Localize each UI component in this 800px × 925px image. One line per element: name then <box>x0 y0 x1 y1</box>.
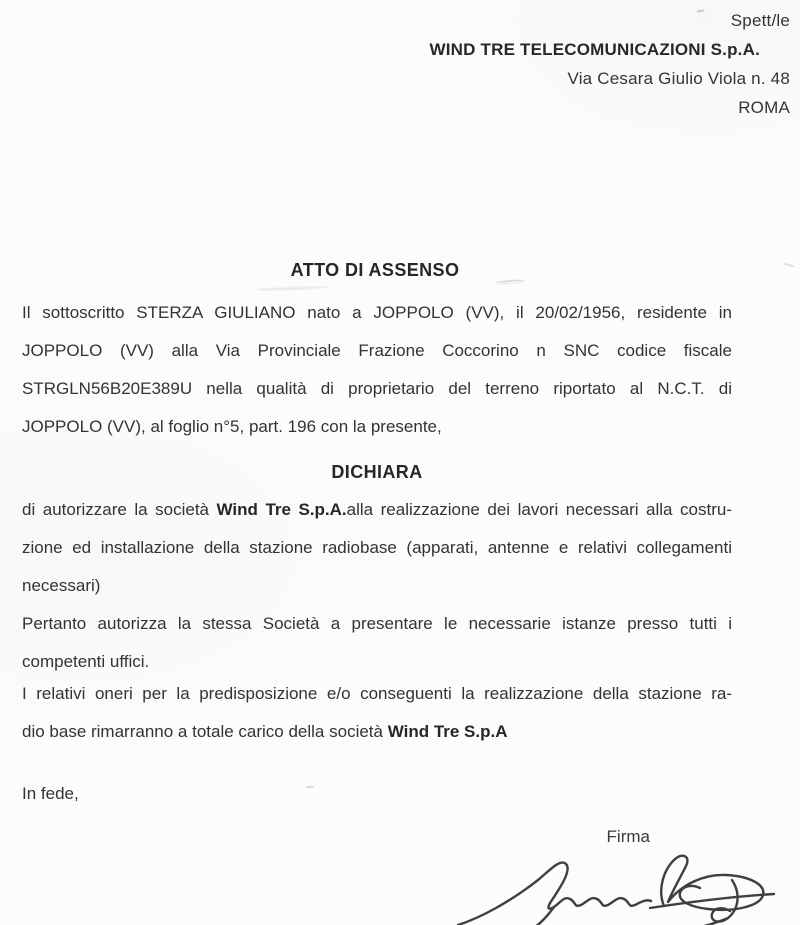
scan-artifact <box>256 286 328 292</box>
paragraph-line: JOPPOLO (VV), al foglio n°5, part. 196 con la presente, <box>22 417 442 436</box>
letter-body <box>22 294 732 813</box>
scan-artifact <box>784 263 794 267</box>
document-title: ATTO DI ASSENSO <box>290 260 460 280</box>
paragraph-line: I relativi oneri per la predisposizione e/o conseguenti la realizzazione della stazione ra- <box>22 684 732 703</box>
signature-ink-icon <box>450 850 780 925</box>
paragraph-line: STRGLN56B20E389U nella qualità di proprietario del terreno riportato al N.C.T. di <box>22 379 732 398</box>
recipient-company: WIND TRE TELECOMUNICAZIONI S.p.A. <box>429 40 760 59</box>
line-text: alla realizzazione dei lavori necessari alla costru- <box>346 500 732 519</box>
paragraph-line <box>22 491 732 529</box>
closing-salutation: In fede, <box>22 784 79 803</box>
line-text: di autorizzare la società <box>22 500 217 519</box>
recipient-address: Via Cesara Giulio Viola n. 48 <box>567 69 790 88</box>
line-text: dio base rimarranno a totale carico della società <box>22 722 388 741</box>
paragraph-line: necessari) <box>22 576 101 595</box>
company-name-bold: Wind Tre S.p.A. <box>216 500 347 519</box>
paragraph-line: Il sottoscritto STERZA GIULIANO nato a JOPPOLO (VV), il 20/02/1956, residente in <box>22 303 732 322</box>
recipient-city: ROMA <box>738 98 790 117</box>
declaration-heading: DICHIARA <box>331 462 423 482</box>
company-name-bold: Wind Tre S.p.A <box>387 722 508 741</box>
authorization-paragraph <box>22 491 732 605</box>
recipient-block <box>0 0 800 122</box>
signature-label: Firma <box>606 827 650 846</box>
recipient-salutation: Spett/le <box>730 11 790 30</box>
signature <box>450 850 780 925</box>
declarant-paragraph <box>22 294 732 446</box>
paragraph-line: zione ed installazione della stazione radiobase (apparati, antenne e relativi collegamenti <box>22 538 732 557</box>
paragraph-line: competenti uffici. <box>22 652 150 671</box>
paragraph-line <box>22 713 732 751</box>
permits-paragraph <box>22 605 732 681</box>
paragraph-line: JOPPOLO (VV) alla Via Provinciale Frazione Coccorino n SNC codice fiscale <box>22 341 732 360</box>
costs-paragraph <box>22 675 732 751</box>
paragraph-line: Pertanto autorizza la stessa Società a presentare le necessarie istanze presso tutti i <box>22 614 732 633</box>
